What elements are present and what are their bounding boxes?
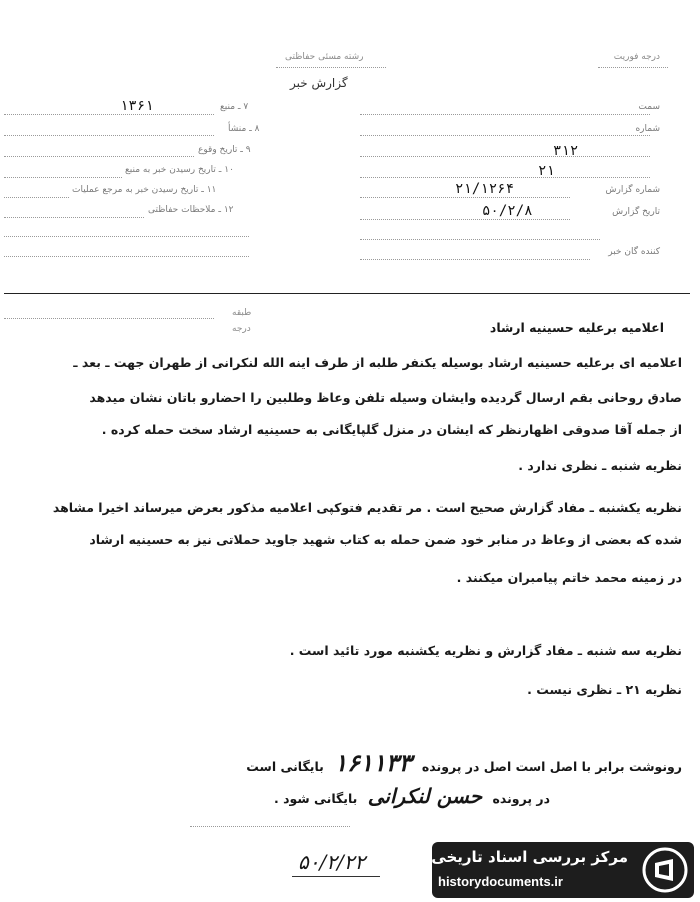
footer-dotline xyxy=(190,826,350,827)
field-line xyxy=(4,217,144,218)
copy-note-prefix: رونوشت برابر با اصل است اصل در پرونده xyxy=(421,759,682,774)
field-line xyxy=(4,197,69,198)
copy-note-line xyxy=(246,748,682,777)
field-label-source: ۷ ـ منبع xyxy=(220,102,249,112)
field-line xyxy=(4,177,122,178)
field-value-report-number: ۲۱/۱۲۶۴ xyxy=(455,181,515,197)
body-line: شده که بعضی از وعاظ در منابر خود ضمن حمله به کتاب شهید جاوید حملاتی نیز به حسینیه ارشاد xyxy=(89,532,682,547)
handwritten-date: ۵۰/۲/۲۲ xyxy=(298,850,366,874)
field-line xyxy=(4,156,194,157)
file-number: ۱۶۱۱۳۳ xyxy=(334,748,412,777)
field-value-source: ۱۳۶۱ xyxy=(120,98,154,114)
page-title: گزارش خبر xyxy=(290,76,348,90)
section-divider xyxy=(4,293,690,294)
field-line xyxy=(360,259,590,260)
field-value-312: ۳۱۲ xyxy=(553,143,579,159)
field-line xyxy=(4,236,249,237)
body-line: اعلامیه ای برعلیه حسینیه ارشاد بوسیله یکنفر طلبه از طرف اینه الله لنکرانی از طهران جهت ـ بعد ـ xyxy=(73,355,682,370)
body-line: نظریه ۲۱ ـ نظری نیست . xyxy=(527,682,682,697)
field-label-report-date: تاریخ گزارش xyxy=(612,207,660,217)
archive-line xyxy=(274,784,550,808)
body-line: در زمینه محمد خاتم پیامبران میکنند . xyxy=(456,570,682,585)
field-label-date: ۹ ـ تاریخ وقوع xyxy=(198,145,251,155)
watermark-title: مرکز بررسی اسناد تاریخی xyxy=(431,848,628,866)
urgency-label: درجه فوریت xyxy=(613,52,660,62)
field-label-reporters: کننده گان خبر xyxy=(608,247,660,257)
archive-suffix: بایگانی شود . xyxy=(273,791,358,806)
field-line xyxy=(360,135,650,136)
margin-label-grade: درجه xyxy=(232,324,251,334)
watermark-url: historydocuments.ir xyxy=(438,874,563,889)
field-label-origin: ۸ ـ منشأ xyxy=(228,124,260,134)
field-line xyxy=(4,114,214,115)
body-line: از جمله آقا صدوقی اظهارنظر که ایشان در منزل گلپایگانی به حسینیه ارشاد سخت حمله کرده . xyxy=(101,422,682,437)
header-underline xyxy=(276,67,386,68)
field-value-report-date: ۵۰/۲/۸ xyxy=(482,203,533,219)
sub-divider xyxy=(4,318,214,319)
field-line xyxy=(360,239,600,240)
archive-logo-icon xyxy=(642,847,688,893)
date-underline xyxy=(292,876,380,877)
body-line: نظریه سه شنبه ـ مفاد گزارش و نظریه یکشنبه مورد تائید است . xyxy=(289,643,682,658)
watermark xyxy=(432,842,694,898)
field-line xyxy=(4,135,214,136)
field-line xyxy=(360,197,570,198)
field-label-security-notes: ۱۲ ـ ملاحظات حفاظتی xyxy=(148,205,234,215)
body-line: نظریه شنبه ـ نظری ندارد . xyxy=(518,458,682,473)
body-line: صادق روحانی بقم ارسال گردیده وایشان وسیله تلفن وعاظ وطلبین را احضارو باتان نشان میدهد xyxy=(89,390,682,405)
section-label: رشته مسئی حفاظتی xyxy=(285,52,364,62)
header-underline-right xyxy=(598,67,668,68)
field-line xyxy=(360,177,650,178)
archive-prefix: در پرونده xyxy=(492,791,550,806)
field-line xyxy=(4,256,249,257)
field-value-21: ۲۱ xyxy=(538,163,555,179)
field-line xyxy=(360,114,650,115)
copy-note-suffix: بایگانی است xyxy=(246,759,324,774)
body-line: نظریه یکشنبه ـ مفاد گزارش صحیح است . مر تقدیم فتوکپی اعلامیه مذکور بعرض میرساند اخیرا مشاهد xyxy=(52,500,682,515)
field-label-report-number: شماره گزارش xyxy=(605,185,660,195)
field-label-position: سمت xyxy=(638,102,660,112)
field-label-number: شماره xyxy=(635,124,660,134)
field-label-date-to-ops: ۱۱ ـ تاریخ رسیدن خبر به مرجع عملیات xyxy=(72,185,217,195)
field-line xyxy=(360,219,570,220)
margin-label-class: طبقه xyxy=(232,308,252,318)
field-line xyxy=(360,156,650,157)
handwritten-name: حسن لنکرانی xyxy=(367,784,483,808)
subject-line: اعلامیه برعلیه حسینیه ارشاد xyxy=(489,320,664,335)
field-label-date-to-source: ۱۰ ـ تاریخ رسیدن خبر به منبع xyxy=(125,165,234,175)
